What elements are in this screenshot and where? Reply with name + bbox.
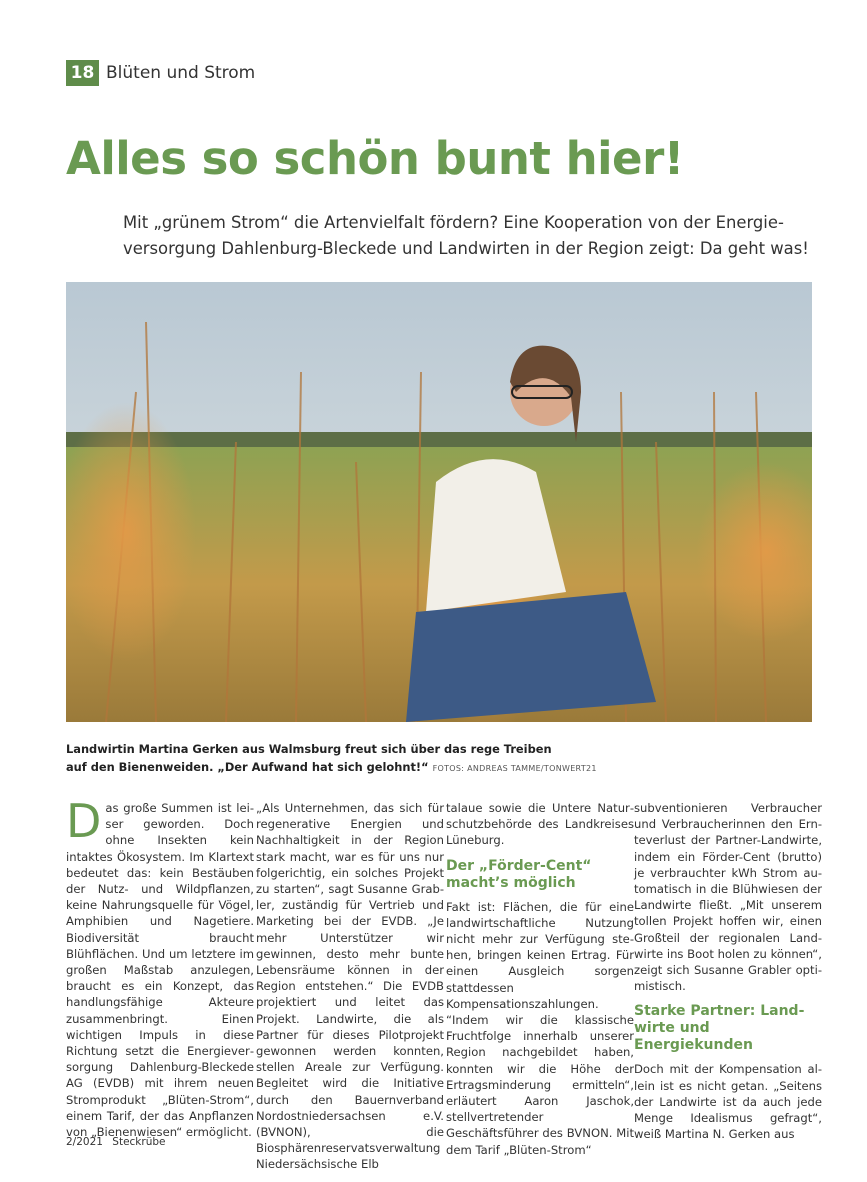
photo-credit: FOTOS: ANDREAS TAMME/TONWERT21 xyxy=(432,764,597,773)
headline: Alles so schön bunt hier! xyxy=(66,132,684,185)
lead-paragraph: Mit „grünem Strom“ die Artenvielfalt fördern? Eine Kooperation von der Energieversorgung Dahlenburg-Bleckede und Landwirten in der Region zeigt: Da geht was! xyxy=(123,213,809,258)
column-text: „Als Unternehmen, das sich für regenerative Energien und Nachhaltigkeit in der Region stark macht, war es für uns nur folgerichtig, ein solches Projekt zu starten“, sagt Susanne Grabler, zuständig für Vertrieb und Marketing bei der EVDB. „Je mehr Unterstützer wir gewinnen, desto mehr bunte Lebensräume können in der Region entstehen.“ Die EVDB projektiert und leitet das Projekt. Landwirte, die als Partner für dieses Pilotprojekt gewonnen werden konnten, stellen Areale zur Verfügung. Begleitet wird die Initiative durch den Bauernverband Nordostniedersachsen e.V. (BVNON), die Biosphärenreservatsverwaltung Niedersächsische Elb xyxy=(256,801,444,1172)
dropcap: D xyxy=(66,794,102,848)
article-column-2 xyxy=(256,800,444,1173)
hero-photo xyxy=(66,282,812,722)
section-title: Blüten und Strom xyxy=(106,63,256,83)
caption-line-2: auf den Bienenweiden. „Der Aufwand hat sich gelohnt!“ xyxy=(66,760,429,774)
subhead-foerder-cent: Der „Förder-Cent“ macht’s möglich xyxy=(446,857,592,891)
column-text: Doch mit der Kompensation allein ist es nicht getan. „Seitens der Landwirte ist da auch jede Menge Idealismus gefragt“, weiß Martina N. Gerken aus xyxy=(634,1062,822,1142)
column-text: subventionieren Verbraucher und Verbraucherinnen den Ernteverlust der Partner-Landwirte, indem ein Förder-Cent (brutto) je verbrauchter kWh Strom automatisch in die Blühwiesen der Landwirte fließt. „Mit unserem tollen Projekt hoffen wir, einen Großteil der regionalen Landwirte ins Boot holen zu können“, zeigt sich Susanne Grabler optimistisch. xyxy=(634,801,822,994)
magazine-name: Steckrübe xyxy=(112,1136,166,1148)
column-text: Fakt ist: Flächen, die für eine landwirtschaftliche Nutzung nicht mehr zur Verfügung stehen, bringen keinen Ertrag. Für einen Ausgleich sorgen stattdessen Kompensationszahlungen. “Indem wir die klassische Fruchtfolge innerhalb unserer Region nachgebildet haben, konnten wir die Höhe der Ertragsminderung ermitteln“, erläutert Aaron Jaschok, stellvertretender Geschäftsführer des BVNON. Mit dem Tarif „Blüten-Strom“ xyxy=(446,899,634,1157)
page-footer xyxy=(66,1136,172,1148)
article-column-3 xyxy=(446,800,634,1158)
article-column-1 xyxy=(66,794,254,1140)
column-text: as große Summen ist leiser geworden. Doch ohne Insekten kein intaktes Ökosystem. Im Klartext bedeutet das: kein Bestäuben der Nutz- und Wildpflanzen, keine Nahrungsquelle für Vögel, Amphibien und Nagetiere. Biodiversität braucht Blühflächen. Und um letztere im großen Maßstab anzulegen, braucht es ein Konzept, das handlungsfähige Akteure zusammenbringt. Einen wichtigen Impuls in diese Richtung setzt die Energieversorgung Dahlenburg-Bleckede AG (EVDB) mit ihrem neuen Stromprodukt „Blüten-Strom“, einem Tarif, der das Anpflanzen von „Bienenwiesen“ ermöglicht. xyxy=(66,801,254,1140)
photo-caption xyxy=(66,740,812,778)
article-column-4 xyxy=(634,800,822,1142)
page-number: 18 xyxy=(66,60,99,86)
caption-line-1: Landwirtin Martina Gerken aus Walmsburg freut sich über das rege Treiben xyxy=(66,742,552,756)
column-text: talaue sowie die Untere Naturschutzbehörde des Landkreises Lüneburg. xyxy=(446,801,634,848)
issue-number: 2/2021 xyxy=(66,1136,103,1148)
page-header xyxy=(66,60,255,86)
subhead-starke-partner: Starke Partner: Landwirte und Energiekunden xyxy=(634,1003,805,1054)
